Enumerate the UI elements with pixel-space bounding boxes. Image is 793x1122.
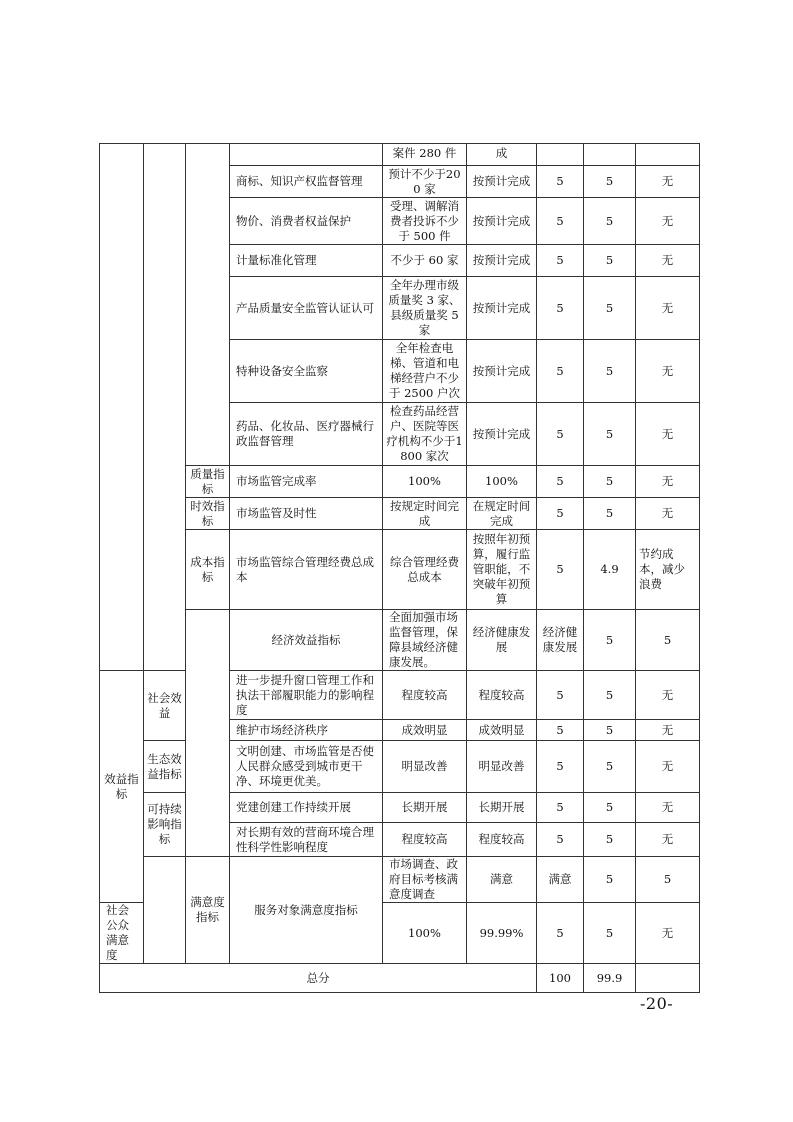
weight-value: 5 [537,823,584,857]
lvl1-effect-spacer [186,610,230,857]
target-value: 成效明显 [383,720,467,741]
target-value: 按规定时间完成 [383,498,467,530]
target-value: 100% [383,466,467,498]
weight-value: 5 [537,198,584,245]
actual-value: 成 [467,144,537,166]
total-label: 总分 [100,964,537,993]
total-row [100,964,700,993]
score-value [584,144,636,166]
indicator-name [230,144,383,166]
actual-value: 按预计完成 [467,166,537,198]
actual-value: 按预计完成 [467,340,537,403]
score-value: 5 [636,610,700,671]
actual-value: 在规定时间完成 [467,498,537,530]
indicator-name: 文明创建、市场监管是否使人民群众感受到城市更干净、环境更优美。 [230,741,383,793]
remark-value: 无 [636,903,700,964]
score-value: 5 [584,166,636,198]
remark-value: 无 [636,720,700,741]
weight-value: 5 [537,277,584,340]
lvl2-output-cell [144,144,186,671]
weight-value: 5 [584,857,636,903]
weight-value: 5 [537,403,584,466]
target-value: 长期开展 [383,793,467,823]
lvl3-quality-label: 质量指标 [186,466,230,498]
actual-value: 程度较高 [467,671,537,720]
indicator-name: 维护市场经济秩序 [230,720,383,741]
target-value: 100% [383,903,467,964]
score-value: 5 [584,340,636,403]
indicator-name: 全面加强市场监督管理，保障县域经济健康发展。 [383,610,467,671]
target-value: 检查药品经营户、医院等医疗机构不少于1800 家次 [383,403,467,466]
total-remark [636,964,700,993]
lvl1-satisfaction-spacer [144,857,186,964]
lvl3-quantity-cell [186,144,230,466]
table-row [100,857,700,903]
target-value: 程度较高 [383,671,467,720]
lvl3-timeliness-label: 时效指标 [186,498,230,530]
score-value: 5 [584,198,636,245]
table-row [100,498,700,530]
actual-value: 按预计完成 [467,403,537,466]
indicator-name: 市场调查、政府目标考核满意度调查 [383,857,467,903]
remark-value: 无 [636,793,700,823]
weight-value [537,144,584,166]
target-value: 综合管理经费总成本 [383,530,467,610]
target-value: 经济健康发展 [467,610,537,671]
lvl3-social-label: 社会效益 [144,671,186,741]
indicator-name: 党建创建工作持续开展 [230,793,383,823]
actual-value: 经济健康发展 [537,610,584,671]
target-value: 不少于 60 家 [383,245,467,277]
indicator-name: 计量标准化管理 [230,245,383,277]
total-score: 99.9 [584,964,636,993]
remark-value: 无 [636,466,700,498]
remark-value: 无 [636,340,700,403]
remark-value: 无 [636,498,700,530]
remark-value: 无 [636,403,700,466]
lvl3-cost-label: 成本指标 [186,530,230,610]
actual-value: 按预计完成 [467,277,537,340]
score-value: 5 [584,720,636,741]
remark-value: 无 [636,741,700,793]
table-row [100,144,700,166]
actual-value: 满意 [537,857,584,903]
target-value: 满意 [467,857,537,903]
lvl3-ecological-label: 生态效益指标 [144,741,186,793]
score-value: 5 [636,857,700,903]
lvl3-service-label: 服务对象满意度指标 [230,857,383,964]
lvl2-effect-label: 效益指标 [100,671,144,903]
remark-value: 无 [636,198,700,245]
indicator-name: 社会公众满意度 [100,903,144,964]
lvl1-output-cell [100,144,144,671]
weight-value: 5 [537,498,584,530]
indicator-name: 进一步提升窗口管理工作和执法干部履职能力的影响程度 [230,671,383,720]
target-value: 预计不少于200 家 [383,166,467,198]
score-value: 5 [584,498,636,530]
target-value: 受理、调解消费者投诉不少于 500 件 [383,198,467,245]
target-value: 案件 280 件 [383,144,467,166]
lvl2-satisfaction-label: 满意度指标 [186,857,230,964]
score-value: 5 [584,671,636,720]
weight-value: 5 [537,166,584,198]
indicator-name: 对长期有效的营商环境合理性科学性影响程度 [230,823,383,857]
target-value: 明显改善 [383,741,467,793]
weight-value: 5 [537,793,584,823]
score-value: 5 [584,277,636,340]
weight-value: 5 [537,530,584,610]
table-row [100,610,700,671]
table-row [100,530,700,610]
remark-value: 无 [636,823,700,857]
page-number: -20- [640,994,674,1013]
indicator-name: 商标、知识产权监督管理 [230,166,383,198]
table-row [100,466,700,498]
target-value: 全年办理市级质量奖 3 家、县级质量奖 5 家 [383,277,467,340]
total-weight: 100 [537,964,584,993]
actual-value: 程度较高 [467,823,537,857]
actual-value: 按预计完成 [467,245,537,277]
performance-table [99,143,700,993]
score-value: 5 [584,823,636,857]
actual-value: 长期开展 [467,793,537,823]
lvl3-sustainable-label: 可持续影响指标 [144,793,186,857]
remark-value: 无 [636,166,700,198]
score-value: 5 [584,245,636,277]
weight-value: 5 [537,720,584,741]
actual-value: 99.99% [467,903,537,964]
remark-value: 无 [636,277,700,340]
indicator-name: 药品、化妆品、医疗器械行政监督管理 [230,403,383,466]
weight-value: 5 [537,466,584,498]
weight-value: 5 [537,340,584,403]
remark-value [636,144,700,166]
target-value: 程度较高 [383,823,467,857]
remark-value: 无 [636,245,700,277]
actual-value: 100% [467,466,537,498]
actual-value: 成效明显 [467,720,537,741]
score-value: 5 [584,466,636,498]
actual-value: 按预计完成 [467,198,537,245]
weight-value: 5 [537,903,584,964]
score-value: 4.9 [584,530,636,610]
indicator-name: 产品质量安全监管认证认可 [230,277,383,340]
actual-value: 明显改善 [467,741,537,793]
indicator-name: 特种设备安全监察 [230,340,383,403]
target-value: 全年检查电梯、管道和电梯经营户不少于 2500 户次 [383,340,467,403]
indicator-name: 物价、消费者权益保护 [230,198,383,245]
weight-value: 5 [537,741,584,793]
remark-value: 节约成本，减少浪费 [636,530,700,610]
weight-value: 5 [537,671,584,720]
indicator-name: 市场监管综合管理经费总成本 [230,530,383,610]
weight-value: 5 [537,245,584,277]
score-value: 5 [584,793,636,823]
score-value: 5 [584,403,636,466]
score-value: 5 [584,741,636,793]
weight-value: 5 [584,610,636,671]
lvl3-economic-label: 经济效益指标 [230,610,383,671]
indicator-name: 市场监管完成率 [230,466,383,498]
remark-value: 无 [636,671,700,720]
indicator-name: 市场监管及时性 [230,498,383,530]
actual-value: 按照年初预算，履行监管职能，不突破年初预算 [467,530,537,610]
score-value: 5 [584,903,636,964]
